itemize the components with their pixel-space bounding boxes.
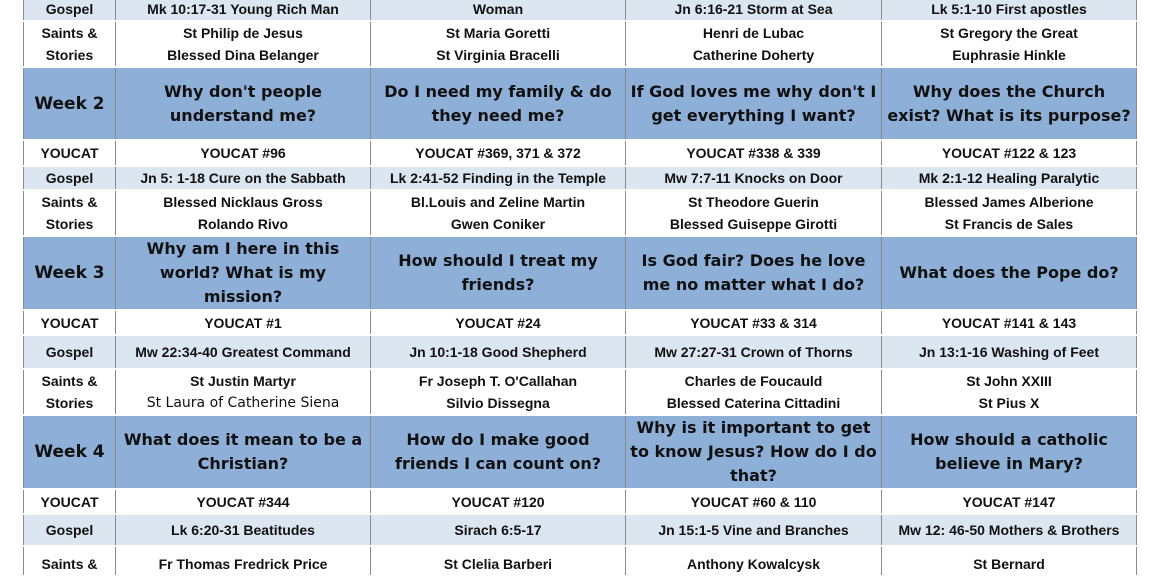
saints-cell — [882, 190, 1137, 236]
week-question: Do I need my family & do they need me? — [371, 67, 626, 140]
saint-name: Blessed Nicklaus Gross — [163, 194, 323, 210]
gospel-cell: Jn 10:1-18 Good Shepherd — [371, 335, 626, 369]
week-label: Week 4 — [24, 415, 116, 489]
saints-row — [24, 546, 1137, 576]
saint-name: St Philip de Jesus — [183, 25, 303, 41]
youcat-cell: YOUCAT #369, 371 & 372 — [371, 140, 626, 166]
youcat-cell: YOUCAT #1 — [116, 310, 371, 335]
saint-name: St Gregory the Great — [940, 25, 1078, 41]
week-row — [24, 415, 1137, 489]
saint-name: St Francis de Sales — [944, 216, 1074, 232]
saints-cell: St Bernard — [882, 546, 1137, 576]
gospel-cell: Mw 12: 46-50 Mothers & Brothers — [882, 514, 1137, 546]
saints-cell — [371, 21, 626, 67]
gospel-row — [24, 0, 1137, 21]
youcat-cell: YOUCAT #122 & 123 — [882, 140, 1137, 166]
week-label: Week 3 — [24, 236, 116, 310]
week-label: Week 2 — [24, 67, 116, 140]
row-label: Saints & — [24, 546, 116, 576]
week-question: Why am I here in this world? What is my mission? — [116, 236, 371, 310]
saints-row — [24, 190, 1137, 236]
youcat-row — [24, 310, 1137, 335]
row-label: Saints & Stories — [24, 21, 116, 67]
row-label: Saints & Stories — [24, 369, 116, 415]
saint-name: St Pius X — [978, 395, 1040, 411]
saint-name: St Theodore Guerin — [688, 194, 819, 210]
week-row — [24, 67, 1137, 140]
youcat-cell: YOUCAT #96 — [116, 140, 371, 166]
row-label: YOUCAT — [24, 140, 116, 166]
youcat-cell: YOUCAT #141 & 143 — [882, 310, 1137, 335]
week-question: What does the Pope do? — [882, 236, 1137, 310]
youcat-cell: YOUCAT #147 — [882, 489, 1137, 514]
gospel-cell: Lk 6:20-31 Beatitudes — [116, 514, 371, 546]
saint-name: Blessed Dina Belanger — [167, 47, 319, 63]
gospel-cell: Mw 22:34-40 Greatest Command — [116, 335, 371, 369]
gospel-cell: Lk 5:1-10 First apostles — [882, 0, 1137, 21]
saint-name: St Maria Goretti — [445, 25, 551, 41]
gospel-cell: Woman — [371, 0, 626, 21]
saint-name: Catherine Doherty — [692, 47, 815, 63]
gospel-cell: Lk 2:41-52 Finding in the Temple — [371, 166, 626, 190]
saints-cell — [116, 369, 371, 415]
saint-name: St Justin Martyr — [190, 373, 296, 389]
week-question: Is God fair? Does he love me no matter what I do? — [626, 236, 882, 310]
saint-name: St Laura of Catherine Siena — [146, 395, 340, 411]
saint-name: Rolando Rivo — [197, 216, 289, 232]
saints-cell — [116, 21, 371, 67]
saints-cell: Anthony Kowalcysk — [626, 546, 882, 576]
gospel-row — [24, 514, 1137, 546]
saints-cell — [626, 190, 882, 236]
saints-cell — [626, 21, 882, 67]
row-label: Gospel — [24, 0, 116, 21]
youcat-cell: YOUCAT #338 & 339 — [626, 140, 882, 166]
youcat-cell: YOUCAT #344 — [116, 489, 371, 514]
saint-name: Bl.Louis and Zeline Martin — [410, 194, 586, 210]
gospel-row — [24, 166, 1137, 190]
saints-cell — [882, 369, 1137, 415]
row-label: Saints & Stories — [24, 190, 116, 236]
saint-name: Blessed James Alberione — [924, 194, 1094, 210]
week-question: If God loves me why don't I get everything I want? — [626, 67, 882, 140]
row-label: Gospel — [24, 335, 116, 369]
saints-cell — [882, 21, 1137, 67]
saints-cell: Fr Thomas Fredrick Price — [116, 546, 371, 576]
week-question: How should I treat my friends? — [371, 236, 626, 310]
saint-name: Gwen Coniker — [450, 216, 546, 232]
week-question: Why does the Church exist? What is its purpose? — [882, 67, 1137, 140]
saints-row — [24, 21, 1137, 67]
saint-name: Fr Joseph T. O'Callahan — [418, 373, 578, 389]
saints-cell — [371, 190, 626, 236]
youcat-cell: YOUCAT #120 — [371, 489, 626, 514]
gospel-cell: Jn 6:16-21 Storm at Sea — [626, 0, 882, 21]
youcat-cell: YOUCAT #24 — [371, 310, 626, 335]
row-label: Gospel — [24, 166, 116, 190]
week-row — [24, 236, 1137, 310]
week-question: How do I make good friends I can count on? — [371, 415, 626, 489]
gospel-cell: Mk 2:1-12 Healing Paralytic — [882, 166, 1137, 190]
saints-cell — [371, 369, 626, 415]
saints-cell — [116, 190, 371, 236]
youcat-cell: YOUCAT #33 & 314 — [626, 310, 882, 335]
saint-name: Blessed Caterina Cittadini — [666, 395, 841, 411]
row-label: YOUCAT — [24, 489, 116, 514]
gospel-cell: Sirach 6:5-17 — [371, 514, 626, 546]
saint-name: St Virginia Bracelli — [436, 47, 560, 63]
gospel-cell: Jn 15:1-5 Vine and Branches — [626, 514, 882, 546]
gospel-cell: Jn 13:1-16 Washing of Feet — [882, 335, 1137, 369]
youcat-row — [24, 140, 1137, 166]
saints-row — [24, 369, 1137, 415]
gospel-cell: Mw 27:27-31 Crown of Thorns — [626, 335, 882, 369]
gospel-row — [24, 335, 1137, 369]
row-label: YOUCAT — [24, 310, 116, 335]
saint-name: Henri de Lubac — [702, 25, 805, 41]
saint-name: Charles de Foucauld — [684, 373, 823, 389]
week-question: What does it mean to be a Christian? — [116, 415, 371, 489]
row-label: Gospel — [24, 514, 116, 546]
week-question: How should a catholic believe in Mary? — [882, 415, 1137, 489]
youcat-cell: YOUCAT #60 & 110 — [626, 489, 882, 514]
saints-cell — [626, 369, 882, 415]
saints-cell: St Clelia Barberi — [371, 546, 626, 576]
gospel-cell: Jn 5: 1-18 Cure on the Sabbath — [116, 166, 371, 190]
week-question: Why don't people understand me? — [116, 67, 371, 140]
saint-name: Blessed Guiseppe Girotti — [669, 216, 838, 232]
saint-name: Euphrasie Hinkle — [952, 47, 1066, 63]
youcat-row — [24, 489, 1137, 514]
schedule-table — [23, 0, 1137, 577]
saint-name: Silvio Dissegna — [446, 395, 550, 411]
saint-name: St John XXIII — [966, 373, 1052, 389]
gospel-cell: Mk 10:17-31 Young Rich Man — [116, 0, 371, 21]
week-question: Why is it important to get to know Jesus? How do I do that? — [626, 415, 882, 489]
gospel-cell: Mw 7:7-11 Knocks on Door — [626, 166, 882, 190]
